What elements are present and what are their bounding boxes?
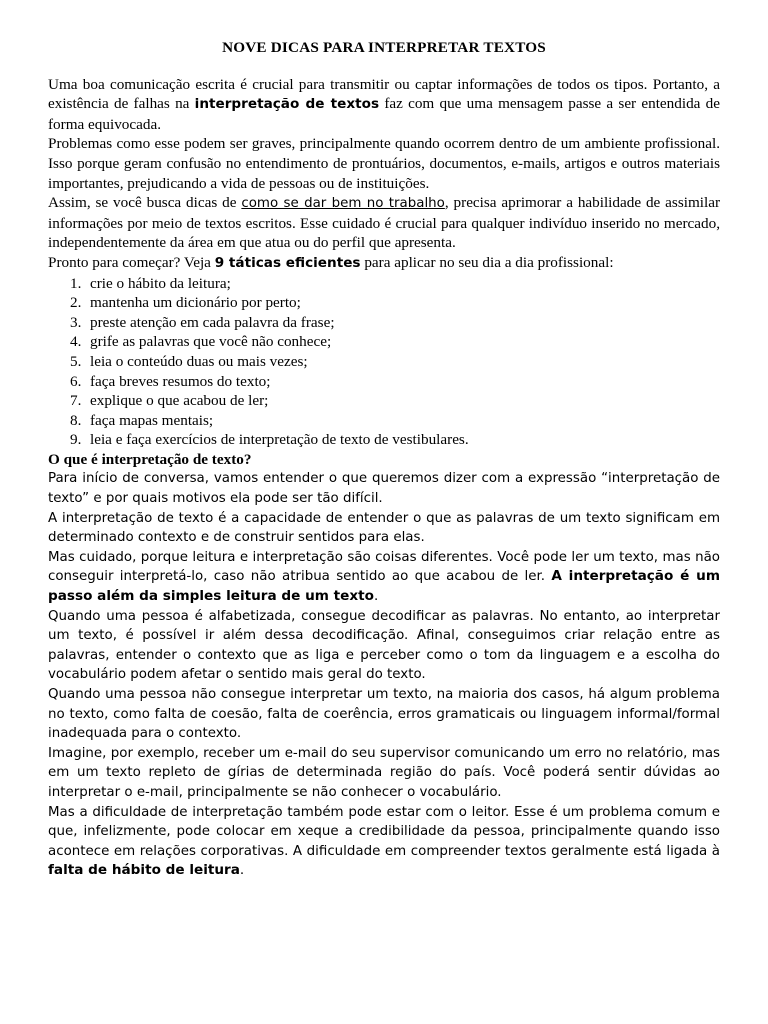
- document-title: NOVE DICAS PARA INTERPRETAR TEXTOS: [222, 39, 546, 56]
- list-item-text: crie o hábito da leitura;: [90, 274, 231, 292]
- paragraph-intro: [48, 75, 720, 135]
- list-item: [70, 352, 720, 372]
- paragraph-problema-no-texto: Quando uma pessoa não consegue interpretar um texto, na maioria dos casos, há algum problema no texto, como falta de coesão, falta de coerência, erros gramaticais ou linguagem informal/formal inadequada para o contexto.: [48, 687, 720, 742]
- paragraph-definicao: A interpretação de texto é a capacidade de entender o que as palavras de um texto significam em determinado contexto e de construir sentidos para elas.: [48, 510, 720, 546]
- paragraph-leitura-text-a: Mas cuidado, porque leitura e interpretação são coisas diferentes. Você pode ler um texto, mas não conseguir interpretá-lo, caso não atribua sentido ao que acabou de ler.: [48, 549, 720, 585]
- list-item-text: faça mapas mentais;: [90, 411, 214, 429]
- list-item: [70, 332, 720, 352]
- list-item: [70, 391, 720, 411]
- list-item: [70, 293, 720, 313]
- list-item: [70, 430, 720, 450]
- link-como-se-dar-bem-no-trabalho[interactable]: como se dar bem no trabalho: [241, 196, 445, 212]
- list-item-number: 9.: [70, 431, 82, 449]
- section-heading-o-que-e-interpretacao: O que é interpretação de texto?: [48, 450, 252, 468]
- list-item-number: 6.: [70, 372, 82, 390]
- emphasis-passo-alem: A interpretação é um passo além da simples leitura de um texto: [48, 568, 720, 605]
- list-item-number: 7.: [70, 392, 82, 410]
- emphasis-9-taticas: 9 táticas eficientes: [214, 254, 361, 271]
- list-item-text: explique o que acabou de ler;: [90, 392, 269, 410]
- paragraph-inicio-conversa: Para início de conversa, vamos entender o que queremos dizer com a expressão “interpretação de texto” e por quais motivos ela pode ser tão difícil.: [48, 471, 720, 507]
- list-item-text: mantenha um dicionário por perto;: [90, 294, 301, 312]
- paragraph-tips-intro-text-a: Assim, se você busca dicas de: [48, 194, 242, 212]
- list-item-number: 2.: [70, 294, 82, 312]
- list-item-text: leia o conteúdo duas ou mais vezes;: [90, 352, 308, 370]
- list-item: [70, 274, 720, 294]
- paragraph-tips-intro-text-c: , precisa aprimorar a habilidade de assimilar informações por meio de textos escritos. Esse cuidado é crucial para qualquer indivíduo inserido no mercado, independentemente da área em que atua ou do perfil que apresenta.: [48, 194, 721, 252]
- list-item: [70, 313, 720, 333]
- paragraph-ready: [48, 253, 720, 274]
- paragraph-ready-text-a: Pronto para começar? Veja: [48, 253, 215, 271]
- list-item-number: 8.: [70, 411, 82, 429]
- list-item-number: 4.: [70, 333, 82, 351]
- emphasis-interpretacao-de-textos: interpretação de textos: [194, 96, 380, 113]
- list-item-number: 5.: [70, 352, 82, 370]
- paragraph-ready-text-c: para aplicar no seu dia a dia profissional:: [360, 253, 614, 271]
- list-item-text: leia e faça exercícios de interpretação de texto de vestibulares.: [90, 431, 469, 449]
- paragraph-leitura-text-c: .: [374, 589, 379, 605]
- list-item: [70, 372, 720, 392]
- paragraph-alfabetizada: Quando uma pessoa é alfabetizada, consegue decodificar as palavras. No entanto, ao interpretar um texto, é possível ir além dessa decodificação. Afinal, conseguimos criar relação entre as palavras, entender o contexto que as liga e perceber como o tom da linguagem e a escolha do vocabulário podem afetar o sentido mais geral do texto.: [48, 608, 720, 683]
- paragraph-dificuldade-leitor: [48, 803, 720, 881]
- emphasis-falta-de-habito: falta de hábito de leitura: [48, 862, 240, 879]
- list-item: [70, 411, 720, 431]
- paragraph-intro-text-c: faz com que uma mensagem passe a ser entendida de forma equivocada.: [48, 95, 720, 133]
- paragraph-intro-text-a: Uma boa comunicação escrita é crucial para transmitir ou captar informações de todos os tipos. Portanto, a existência de falhas na: [48, 75, 720, 113]
- paragraph-exemplo-email: Imagine, por exemplo, receber um e-mail do seu supervisor comunicando um erro no relatório, mas em um texto repleto de gírias de determinada região do país. Você poderá sentir dúvidas ao interpretar o e-mail, principalmente se não conhecer o vocabulário.: [48, 745, 720, 800]
- paragraph-dificuldade-text-a: Mas a dificuldade de interpretação também pode estar com o leitor. Esse é um problema comum e que, infelizmente, pode colocar em xeque a credibilidade da pessoa, principalmente quando isso acontece em relações corporativas. A dificuldade em compreender textos geralmente está ligada à: [48, 804, 720, 859]
- paragraph-dificuldade-text-c: .: [239, 863, 245, 879]
- list-item-number: 1.: [70, 274, 82, 292]
- list-item-number: 3.: [70, 313, 82, 331]
- tips-list: [48, 274, 720, 450]
- list-item-text: preste atenção em cada palavra da frase;: [90, 313, 335, 331]
- list-item-text: grife as palavras que você não conhece;: [90, 333, 332, 351]
- paragraph-leitura-vs-interpretacao: [48, 548, 720, 607]
- paragraph-problems: Problemas como esse podem ser graves, principalmente quando ocorrem dentro de um ambiente profissional. Isso porque geram confusão no entendimento de prontuários, documentos, e-mails, artigos e outros materiais importantes, prejudicando a vida de pessoas ou de instituições.: [48, 135, 720, 192]
- paragraph-tips-intro: [48, 193, 720, 253]
- list-item-text: faça breves resumos do texto;: [90, 372, 271, 390]
